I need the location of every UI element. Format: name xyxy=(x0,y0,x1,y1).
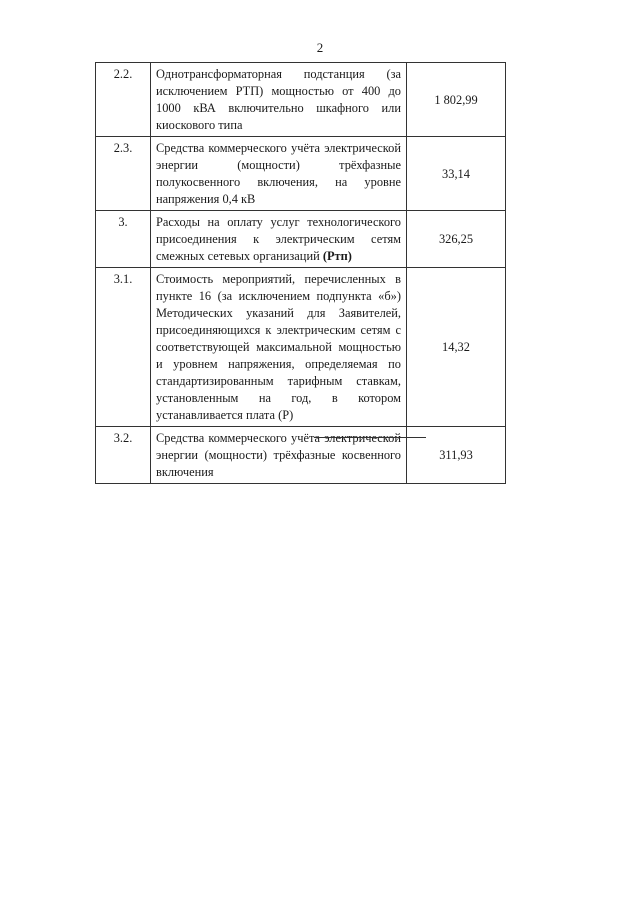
table-row xyxy=(96,137,506,211)
row-value: 33,14 xyxy=(407,137,506,211)
row-description-text: Стоимость мероприятий, перечисленных в пункте 16 (за исключением подпункта «б») Методических указаний для Заявителей, присоединяющихся к электрическим сетям с соответствующей максимальной мощностью и уровнем напряжения, определяемая по стандартизированным тарифным ставкам, установленным на год, в котором устанавливается плата (Р) xyxy=(156,272,401,422)
end-divider xyxy=(314,437,426,438)
row-description-text: Однотрансформаторная подстанция (за исключением РТП) мощностью от 400 до 1000 кВА включительно шкафного или киоскового типа xyxy=(156,67,401,132)
row-value: 326,25 xyxy=(407,211,506,268)
row-value: 14,32 xyxy=(407,268,506,427)
table-row xyxy=(96,63,506,137)
row-number: 2.3. xyxy=(96,137,151,211)
row-value: 311,93 xyxy=(407,427,506,484)
row-description-text: Расходы на оплату услуг технологического присоединения к электрическим сетям смежных сетевых организаций xyxy=(156,215,401,263)
row-description-text: Средства коммерческого учёта электрической энергии (мощности) трёхфазные косвенного включения xyxy=(156,431,401,479)
row-description xyxy=(151,211,407,268)
row-value: 1 802,99 xyxy=(407,63,506,137)
row-description-bold: (Ртп) xyxy=(322,249,352,263)
row-description xyxy=(151,268,407,427)
row-number: 2.2. xyxy=(96,63,151,137)
table-row xyxy=(96,211,506,268)
row-description xyxy=(151,63,407,137)
page-number: 2 xyxy=(316,40,324,55)
row-number: 3.2. xyxy=(96,427,151,484)
tariff-table xyxy=(95,62,506,484)
row-description-text: Средства коммерческого учёта электрической энергии (мощности) трёхфазные полукосвенного включения, на уровне напряжения 0,4 кВ xyxy=(156,141,401,206)
row-number: 3.1. xyxy=(96,268,151,427)
row-number: 3. xyxy=(96,211,151,268)
table-row xyxy=(96,427,506,484)
row-description xyxy=(151,427,407,484)
table-row xyxy=(96,268,506,427)
row-description xyxy=(151,137,407,211)
